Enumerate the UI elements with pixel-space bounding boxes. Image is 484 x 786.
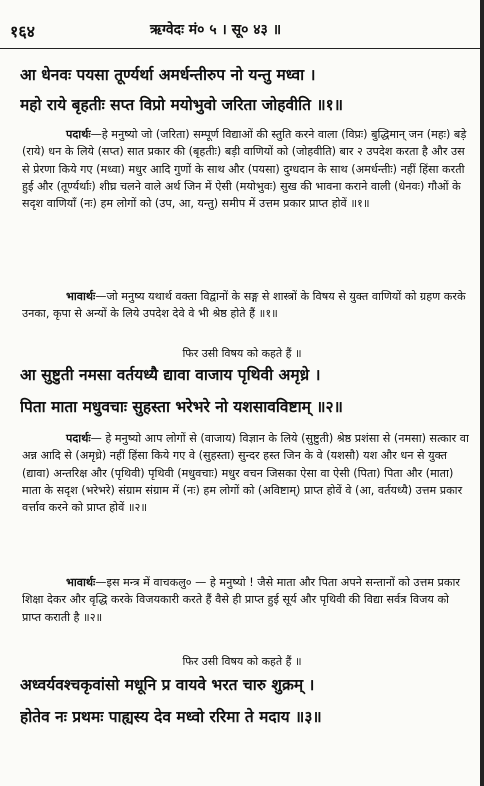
page-number: १६४ [10,22,35,41]
subheading-1: फिर उसी विषय को कहते हैं ॥ [182,347,302,360]
subheading-2: फिर उसी विषय को कहते हैं ॥ [182,655,302,668]
bhavartha-2 [22,574,470,626]
mantra-1-line-2: महो राये बृहतीः सप्त विप्रो मयोभुवो जरिता जोहवीति ॥१॥ [20,96,344,114]
bhavartha-2-text: —इस मन्त्र में वाचकलु० — हे मनुष्यो ! जैसे माता और पिता अपने सन्तानों को उत्तम प्रकार शिक्षा देकर और वृद्धि करके विजयकारी करते हैं वैसे ही प्राप्त हुई सूर्य और पृथिवी की विद्या सर्वत्र विजय को प्राप्त कराती है ॥२॥ [22,576,460,624]
page-header [0,0,484,49]
mantra-3-line-1: अध्वर्यवश्चकृवांसो मधूनि प्र वायवे भरत चारु शुक्रम् । [20,676,315,694]
bhavartha-2-label: भावार्थः [66,576,96,589]
running-title: ऋग्वेदः मं० ५ । सू० ४३ ॥ [150,22,282,38]
mantra-2-line-1: आ सुष्टुती नमसा वर्तयध्यै द्यावा वाजाय पृथिवी अमृध्रे । [20,366,321,384]
bhavartha-1-label: भावार्थः [66,290,96,303]
mantra-2-line-2: पिता माता मधुवचाः सुहस्ता भरेभरे नो यशसावविष्टाम् ॥२॥ [20,398,343,416]
padartha-1-text: —हे मनुष्यो जो (जरिता) सम्पूर्ण विद्याओं की स्तुति करने वाला (विप्रः) बुद्धिमान् जन (महः) बड़े (राये) धन के लिये (सप्त) सात प्रकार की (बृहतीः) बड़ी वाणियों को (जोहवीति) बार २ उपदेश करता है और उस से प्रेरणा किये गए (मध्वा) मधुर आदि गुणों के साथ और (पयसा) दुग्धदान के साथ (अमर्धन्तीः) नहीं हिंसा करती हुई और (तूर्ण्यर्थाः) शीघ्र चलने वाले अर्थ जिन में ऐसी (मयोभुवः) सुख की भावना कराने वाली (धेनवः) गौओं के सदृश वाणियाँ (नः) हम लोगों को (उप, आ, यन्तु) समीप में उत्तम प्रकार प्राप्त होवें ॥१॥ [22,128,467,211]
padartha-1 [22,126,470,212]
padartha-2 [22,430,470,516]
padartha-2-text: — हे मनुष्यो आप लोगों से (वाजाय) विज्ञान के लिये (सुष्टुती) श्रेष्ठ प्रशंसा से (नमसा) सत्कार वा अन्न आदि से (अमृध्रे) नहीं हिंसा किये गए वे (सुहस्ता) सुन्दर हस्त जिन के वे (यशसौ) यश और धन से युक्त (द्यावा) अन्तरिक्ष और (पृथिवी) पृथिवी (मधुवचाः) मधुर वचन जिसका ऐसा वा ऐसी (पिता) पिता और (माता) माता के सदृश (भरेभरे) संग्राम संग्राम में (नः) हम लोगों को (अविष्टाम्) प्राप्त होवें वे (आ, वर्तयध्यै) उत्तम प्रकार वर्त्ताव करने को प्राप्त होवें ॥२॥ [22,432,469,515]
mantra-1-line-1: आ धेनवः पयसा तूर्ण्यर्था अमर्धन्तीरुप नो यन्तु मध्वा । [20,66,316,84]
padartha-1-label: पदार्थः [66,128,91,141]
mantra-3-line-2: होतेव नः प्रथमः पाह्यस्य देव मध्वो ररिमा ते मदाय ॥३॥ [20,708,322,726]
bhavartha-1-text: —जो मनुष्य यथार्थ वक्ता विद्वानों के सङ्ग से शास्त्रों के विषय से युक्त वाणियों को ग्रहण करके उनका, कृपा से अन्यों के लिये उपदेश देवे वे भी श्रेष्ठ होते हैं ॥१॥ [22,290,466,321]
padartha-2-label: पदार्थः [66,432,91,445]
bhavartha-1 [22,288,470,323]
page-edge-border [480,0,484,786]
